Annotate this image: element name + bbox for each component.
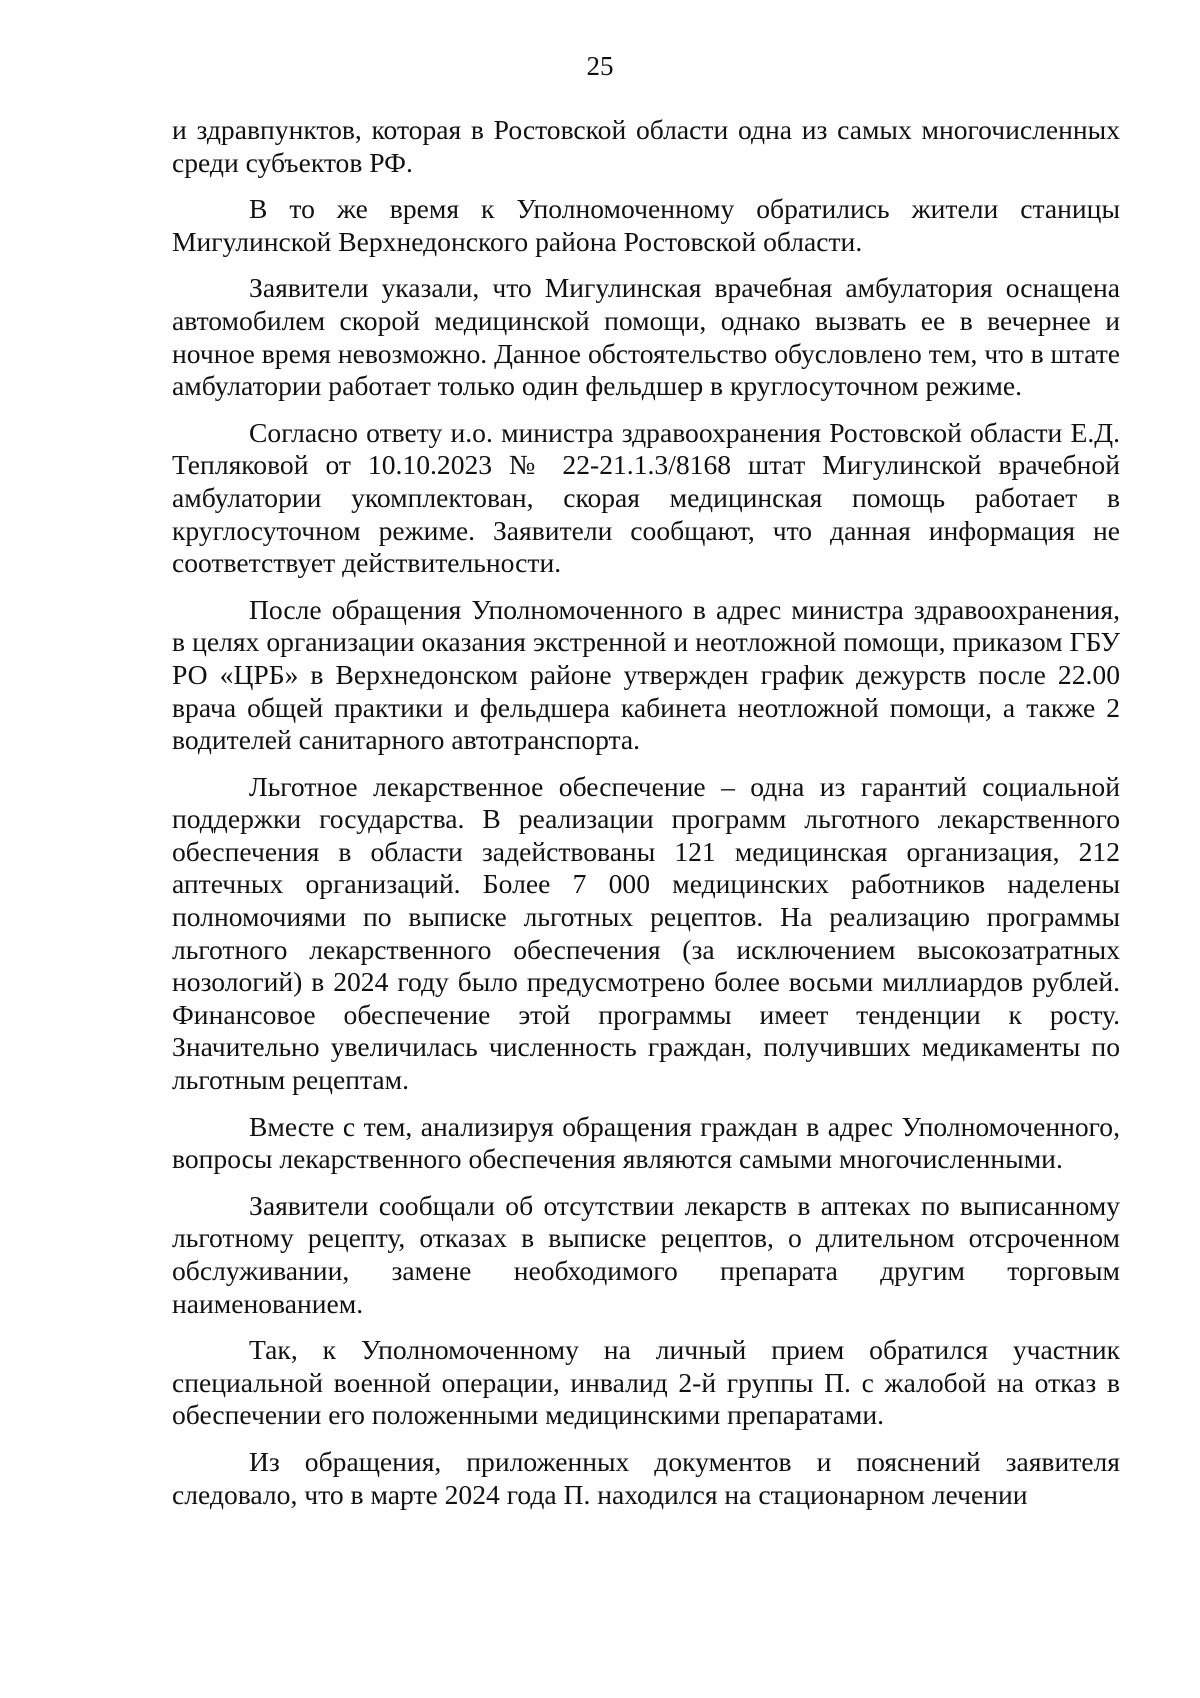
paragraph-svo-participant: Так, к Уполномоченному на личный прием обратился участник специальной военной операции, инвалид 2-й группы П. с жалобой на отказ в обеспечении его положенными медицинскими препаратами. xyxy=(172,1334,1120,1431)
document-body xyxy=(172,114,1120,1525)
paragraph-ambulance-issue: Заявители указали, что Мигулинская врачебная амбулатория оснащена автомобилем скорой медицинской помощи, однако вызвать ее в вечернее и ночное время невозможно. Данное обстоятельство обусловлено тем, что в штате амбулатории работает только один фельдшер в круглосуточном режиме. xyxy=(172,272,1120,402)
paragraph-applicant-complaints: Заявители сообщали об отсутствии лекарств в аптеках по выписанному льготному рецепту, отказах в выписке рецептов, о длительном отсроченном обслуживании, замене необходимого препарата другим торговым наименованием. xyxy=(172,1189,1120,1319)
paragraph-appeal-details: Из обращения, приложенных документов и пояснений заявителя следовало, что в марте 2024 года П. находился на стационарном лечении xyxy=(172,1445,1120,1510)
page-number: 25 xyxy=(586,51,614,81)
paragraph-ministry-response: Согласно ответу и.о. министра здравоохранения Ростовской области Е.Д. Тепляковой от 10.10.2023 № 22-21.1.3/8168 штат Мигулинской врачебной амбулатории укомплектован, скорая медицинская помощь работает в круглосуточном режиме. Заявители сообщают, что данная информация не соответствует действительности. xyxy=(172,416,1120,579)
paragraph-appeals-analysis: Вместе с тем, анализируя обращения граждан в адрес Уполномоченного, вопросы лекарственного обеспечения являются самыми многочисленными. xyxy=(172,1110,1120,1175)
paragraph-continuation: и здравпунктов, которая в Ростовской области одна из самых многочисленных среди субъектов РФ. xyxy=(172,114,1120,178)
paragraph-preferential-drugs: Льготное лекарственное обеспечение – одна из гарантий социальной поддержки государства. В реализации программ льготного лекарственного обеспечения в области задействованы 121 медицинская организация, 212 аптечных организаций. Более 7 000 медицинских работников наделены полномочиями по выписке льготных рецептов. На реализацию программы льготного лекарственного обеспечения (за исключением высокозатратных нозологий) в 2024 году было предусмотрено более восьми миллиардов рублей. Финансовое обеспечение этой программы имеет тенденции к росту. Значительно увеличилась численность граждан, получивших медикаменты по льготным рецептам. xyxy=(172,770,1120,1096)
paragraph-duty-schedule: После обращения Уполномоченного в адрес министра здравоохранения, в целях организации оказания экстренной и неотложной помощи, приказом ГБУ РО «ЦРБ» в Верхнедонском районе утвержден график дежурств после 22.00 врача общей практики и фельдшера кабинета неотложной помощи, а также 2 водителей санитарного автотранспорта. xyxy=(172,593,1120,756)
paragraph-appeal-migulinskaya: В то же время к Уполномоченному обратились жители станицы Мигулинской Верхнедонского района Ростовской области. xyxy=(172,193,1120,257)
